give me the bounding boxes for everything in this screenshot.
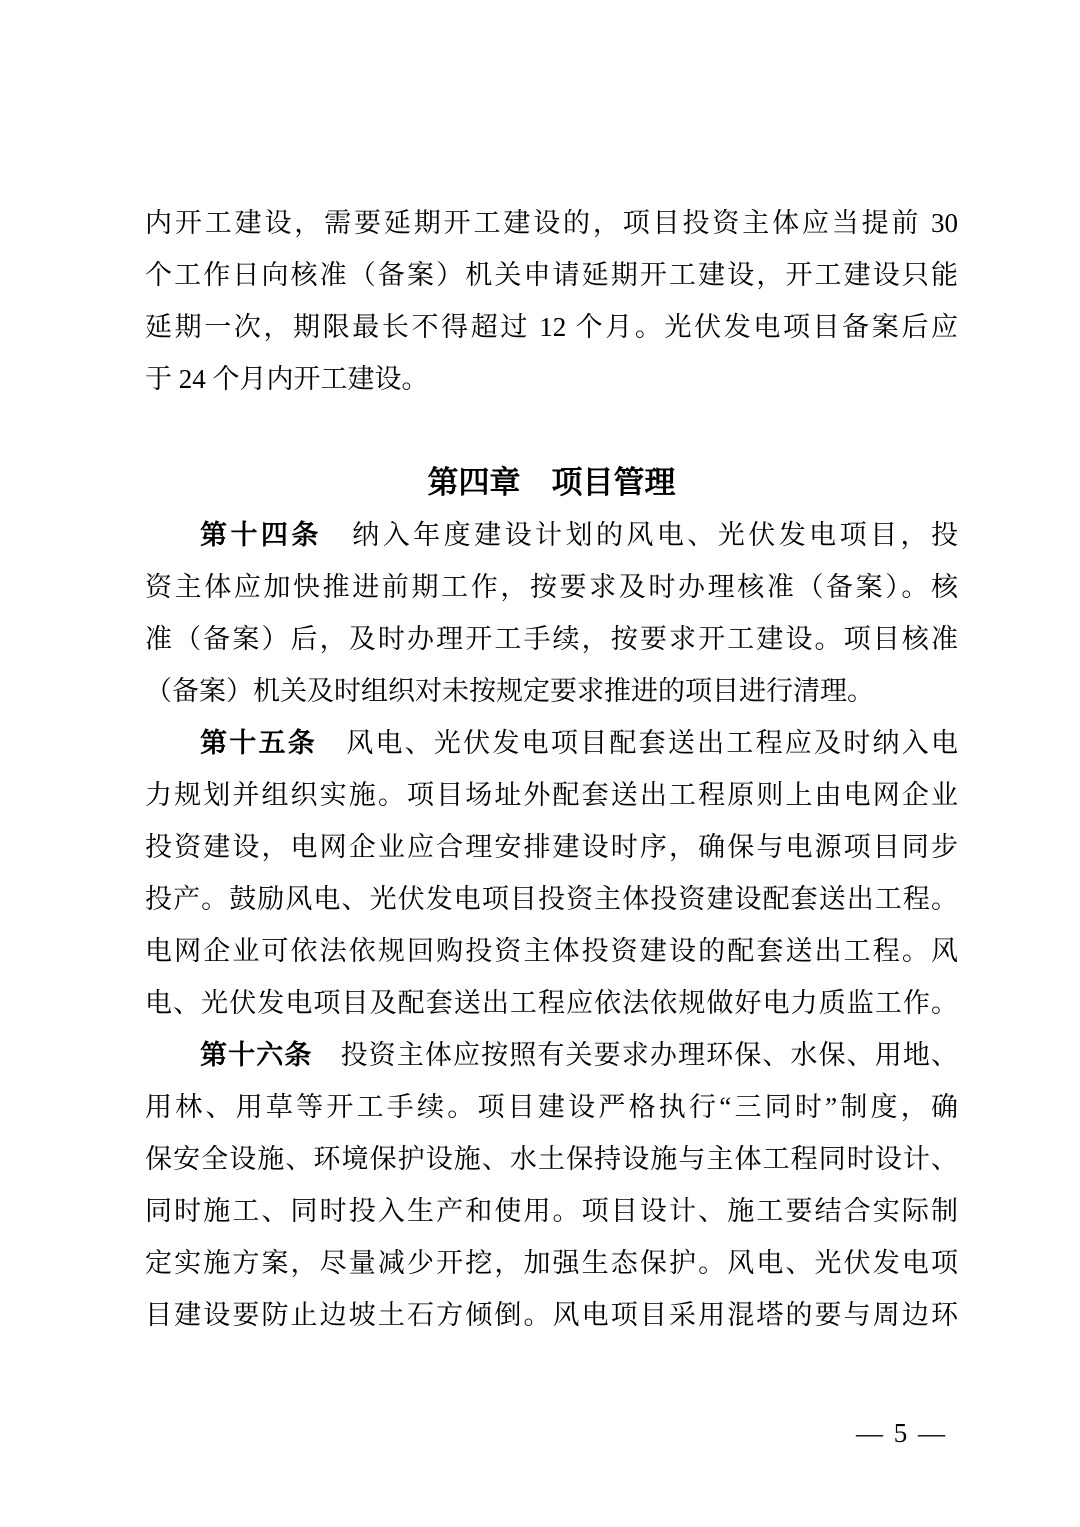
paragraph-continuation — [145, 197, 958, 405]
text-line: 内开工建设，需要延期开工建设的，项目投资主体应当提前 30 — [145, 208, 958, 238]
text-line: 电网企业可依法依规回购投资主体投资建设的配套送出工程。风 — [145, 936, 958, 966]
article-14-first-line-text: 纳入年度建设计划的风电、光伏发电项目，投 — [321, 520, 958, 550]
text-line — [145, 1029, 958, 1081]
text-line: 个工作日向核准（备案）机关申请延期开工建设，开工建设只能 — [145, 260, 958, 290]
text-line: 投资建设，电网企业应合理安排建设时序，确保与电源项目同步 — [145, 832, 958, 862]
chapter-heading: 第四章 项目管理 — [427, 465, 676, 500]
document-body — [145, 197, 958, 1341]
page-number: — 5 — — [856, 1418, 947, 1448]
text-line: 电、光伏发电项目及配套送出工程应依法依规做好电力质监工作。 — [145, 988, 958, 1018]
text-line: （备案）机关及时组织对未按规定要求推进的项目进行清理。 — [145, 676, 874, 706]
text-line: 于 24 个月内开工建设。 — [145, 364, 429, 394]
blank-line — [145, 405, 958, 457]
article-16-label: 第十六条 — [200, 1040, 313, 1070]
text-line: 保安全设施、环境保护设施、水土保持设施与主体工程同时设计、 — [145, 1144, 958, 1174]
text-line: 同时施工、同时投入生产和使用。项目设计、施工要结合实际制 — [145, 1196, 958, 1226]
text-line: 定实施方案，尽量减少开挖，加强生态保护。风电、光伏发电项 — [145, 1248, 958, 1278]
text-line: 投产。鼓励风电、光伏发电项目投资主体投资建设配套送出工程。 — [145, 884, 958, 914]
text-line: 力规划并组织实施。项目场址外配套送出工程原则上由电网企业 — [145, 780, 958, 810]
article-15 — [145, 717, 958, 1029]
text-line — [145, 717, 958, 769]
text-line: 准（备案）后，及时办理开工手续，按要求开工建设。项目核准 — [145, 624, 958, 654]
article-16-first-line-text: 投资主体应按照有关要求办理环保、水保、用地、 — [312, 1040, 958, 1070]
article-14 — [145, 509, 958, 717]
text-line: 延期一次，期限最长不得超过 12 个月。光伏发电项目备案后应 — [145, 312, 958, 342]
text-line: 资主体应加快推进前期工作，按要求及时办理核准（备案）。核 — [145, 572, 958, 602]
article-15-first-line-text: 风电、光伏发电项目配套送出工程应及时纳入电 — [316, 728, 958, 758]
text-line: 目建设要防止边坡土石方倾倒。风电项目采用混塔的要与周边环 — [145, 1300, 958, 1330]
article-14-label: 第十四条 — [200, 520, 322, 550]
text-line — [145, 509, 958, 561]
article-15-label: 第十五条 — [200, 728, 317, 758]
article-16 — [145, 1029, 958, 1341]
text-line: 用林、用草等开工手续。项目建设严格执行“三同时”制度，确 — [145, 1092, 958, 1122]
